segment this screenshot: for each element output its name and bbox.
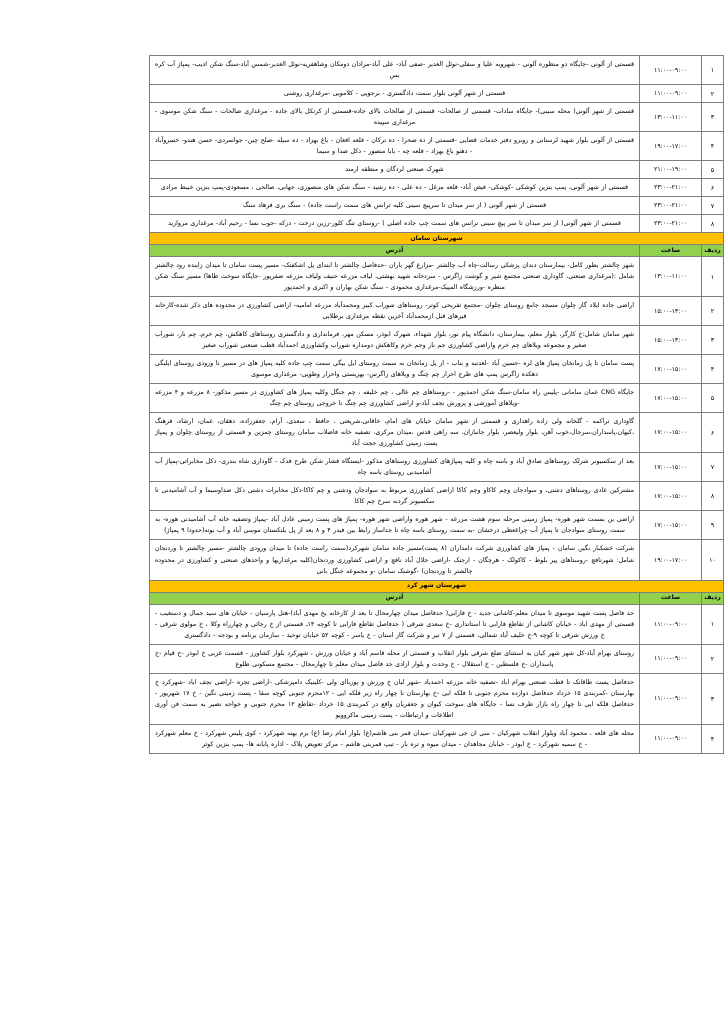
address-cell: شهر چالشتر بطور کامل- بیمارستان دندان پزشکی رسالت-چاه آب چالشتر -مزارع گهر باران -حدفاصل چالشتر تا ابتدای پل اشکفتک- مسیر پست سامان تا میدان زاینده رود چالشتر شامل :(مرغداری صنعتی، گاوداری صنعتی مجتمع شیر و گوشت زاگرس - سردخانه شهید بهشتی، لیاف مزرعه حنیف ولیاف مزرعه صفرپور -جایگاه سوخت طاها) مسیر سنگ شکن منظره -ورزشگاه المپیک-مرغداری محمودی - سنگ شکن بهاران و اکبری و احمدپور <box>150 257 640 297</box>
row-index-cell: ۸ <box>702 482 724 511</box>
table-row <box>150 161 724 179</box>
row-index-cell: ۹ <box>702 511 724 540</box>
table-row <box>150 257 724 297</box>
column-header-index: ردیف <box>702 245 724 257</box>
address-cell: شهر سامان شامل:خ کارگر، بلوار معلم، بیمارستان، دانشگاه پیام نور، بلوار شهداء، شهرک ابوذر، مسکن مهر، فرمانداری و دادگستری روستاهای کاهکش، چم خرم، چم نار، شوراب صغیر و مجموعه ویلاهای چم خرم واراضی کشاورزی جم نار وجم خرم وکاهکش دومداره شوراب وکشاورزی احمدآباد قطب صنعتی شوراب صغیر <box>150 326 640 355</box>
table-row <box>150 215 724 233</box>
address-cell: جایگاه CNG عمان سامانی -پلیس راه سامان-سنگ شکن احمدپور - -روستاهای چم عالی ، چم خلیفه ، چم جنگل وکلیه پمپاژ های کشاورزی در مسیر مذکور- ۸ مزرعه و ۴ مزرعه -ویلاهای آموزشی و پرورش نجف آباد-و اراضی کشاورزی چم چنگ تا خروجی روستای چم چنگ <box>150 384 640 413</box>
row-index-cell: ۴ <box>702 355 724 384</box>
address-cell: قسمتی از شهر آلونی( محله سینی)- جایگاه سادات- قسمتی از صالحات- قسمتی از صالحات بالای جاده-قسمتی از کرتکل بالای جاده - مرغداری صالحات - سنگ شکن موسوی - مرغداری سپیده <box>150 103 640 132</box>
row-index-cell: ۲ <box>702 644 724 673</box>
row-index-cell: ۱ <box>702 604 724 644</box>
address-cell: شرکت خشکبار نگین سامان - پمپاژ های کشاورزی شرکت دامداران (۸ پست)مسیر جاده سامان شهرکرد(سمت راست جاده) تا میدان ورودی چالشتر -مسیر چالشتر تا وردنجان شامل: شهرنافچ -روستاهای پیر بلوط - کاکولک - هرچگان - ارجنک -اراضی جلال آباد نافچ و اراضی کشاورزی وردنجان(کلیه مرغداریها و واحدهای صنعتی و کشاورزی در محدوده چالشتر تا وردنجان) -گوشتک سامان -و مجموعه جنگل بانی <box>150 540 640 580</box>
table-row <box>150 453 724 482</box>
outage-time-cell: ۱۹:۰۰-۱۷:۰۰ <box>640 540 702 580</box>
table-row <box>150 197 724 215</box>
address-cell: حد فاصل پست شهید موسوی تا میدان معلم-کاشانی جدید - خ فارابی( حدفاصل میدان چهارمحال تا بعد از کارخانه یخ مهدی آباد)-هتل پارسیان - خیابان های سید جمال و دستغیب - قسمتی از مهدی اباد - خیابان کاشانی از تقاطع فارابی تا استانداری -خ سعدی شرقی ( حدفاصل تقاطع فارابی تا کوچه ۱۴ـ قسمتی از خ رجائی و چهارراه وکلا ، خ مولوی شرقی - خ ورزش شرقی تا کوچه ۹-خ خلیف آباد شمالی، قسمتی از ۷ تیر و شرکت گاز استان - خ یاسر - کوچه ۵۲ خیابان توحید - سازمان برنامه و بودجه - دادگستری <box>150 604 640 644</box>
address-cell: محله های قلعه ، محمود آباد وبلوار انقلاب شهرکیان - سی ان جی شهرکیان -میدان قمر بنی هاشم(ع) بلوار امام رضا (ع) برم یهنه شهرکرد - کوی پلیس شهرکرد - خ معلم شهرکرد - خ سمیه شهرکرد - خ ابوذر - خیابان مجاهدان - میدان میوه و تره بار - تیپ قمربنی هاشم - مرکز تعویض پلاک - اداره پایانه ها- پمپ بنزین کوثر <box>150 724 640 753</box>
outage-time-cell: ۱۷:۰۰-۱۵:۰۰ <box>640 355 702 384</box>
address-cell: قسمتی از شهر آلونی( از سر میدان تا سر پیچ سینی ترانس های سمت چپ جاده اصلی ) -روستای تنگ کلور-زرین درخت - درکه -جوب نسا - رحیم آباد- مرغداری مروارید <box>150 215 640 233</box>
outage-time-cell: ۱۷:۰۰-۱۵:۰۰ <box>640 413 702 453</box>
outage-time-cell: ۱۳:۰۰-۱۱:۰۰ <box>640 103 702 132</box>
address-cell: قسمتی از شهر آلونی بلوار سمت دادگستری - برجویی - کلامویی -مرغداری روشنی <box>150 85 640 103</box>
row-index-cell: ۶ <box>702 179 724 197</box>
address-cell: اراضی بن بسمت شهر هوره- پمپاژ زمینی مرحله سوم هشت مزرعه - شهر هوره واراضی شهر هوره- پمپاژ های پست زمینی عادل آباد -پمپاژ وتصفیه خانه آب آشامیدنی هوره- به سمت روستای سوادجان تا پمپاژ آب چراغعظی درخشان -به سمت روستای باسه چاه تا جداساز رابط بین فیدر ۴ و ۸ بعد از پل بلنکستان موسی آباد و آب بوته(حدودا ۹ پمپاژ) <box>150 511 640 540</box>
row-index-cell: ۲ <box>702 297 724 326</box>
outage-time-cell: ۱۱:۰۰-۰۹:۰۰ <box>640 85 702 103</box>
outage-time-cell: ۱۷:۰۰-۱۵:۰۰ <box>640 384 702 413</box>
row-index-cell: ۳ <box>702 673 724 724</box>
outage-time-cell: ۱۵:۰۰-۱۳:۰۰ <box>640 326 702 355</box>
table-row <box>150 540 724 580</box>
table-row <box>150 56 724 85</box>
column-header-hour: ساعت <box>640 592 702 604</box>
address-cell: قسمتی از شهر آلونی ( از سر میدان تا سرپیچ سینی کلیه ترانس های سمت راست جاده) - سنگ بری فرهاد سنگ <box>150 197 640 215</box>
section-title-row <box>150 233 724 245</box>
address-cell: شهرک صنعتی لردگان و منطقه ارمند <box>150 161 640 179</box>
table-row <box>150 724 724 753</box>
outage-time-cell: ۱۱:۰۰-۰۹:۰۰ <box>640 604 702 644</box>
table-row <box>150 384 724 413</box>
row-index-cell: ۵ <box>702 384 724 413</box>
row-index-cell: ۸ <box>702 215 724 233</box>
row-index-cell: ۱ <box>702 56 724 85</box>
column-header-hour: ساعت <box>640 245 702 257</box>
row-index-cell: ۷ <box>702 453 724 482</box>
outage-time-cell: ۱۱:۰۰-۰۹:۰۰ <box>640 56 702 85</box>
row-index-cell: ۵ <box>702 161 724 179</box>
section-title: شهرستان سامان <box>150 233 724 245</box>
outage-time-cell: ۱۵:۰۰-۱۳:۰۰ <box>640 297 702 326</box>
outage-time-cell: ۲۱:۰۰-۱۹:۰۰ <box>640 161 702 179</box>
address-cell: قسمتی از آلونی بلوار شهید لرستانی و روبرو دفتر خدمات قضایی -قسمتی از ده صحرا - ده ترکان - قلعه افغان - باغ بهزاد - ده سیله -صلح چین- جوانمردی- حسن هندو- خسروآباد - دهنو باغ بهزاد - قلعه چه - بابا منصور - دکل صدا و سیما <box>150 132 640 161</box>
outage-time-cell: ۱۹:۰۰-۱۷:۰۰ <box>640 132 702 161</box>
row-index-cell: ۱ <box>702 257 724 297</box>
table-row <box>150 482 724 511</box>
address-cell: مشترکین عادی روستاهای دشتی، و سوادجان وچم کاکاو وچم کاکا اراضی کشاورزی مربوط به سوادجان ودشتی و چم کاکا-دکل مخابرات دشتی دکل صداوسیما و آب آشامیدنی تا سکسیونر گردنه سرخ چم کاکا <box>150 482 640 511</box>
address-cell: اراضی جاده ایلاد گاز چلوان مسجد جامع روستای چلوان -مجتمع تفریحی کوثر- روستاهای شوراب کبیر ومحمدآباد مزرعه امامیه- اراضی کشاورزی در محدوده های ذکر شده-کارخانه قیرهای قبل ازمحمدآباد آخرین نقطه مرغداری برطلایی <box>150 297 640 326</box>
outage-time-cell: ۲۳:۰۰-۲۱:۰۰ <box>640 215 702 233</box>
outage-time-cell: ۱۱:۰۰-۰۹:۰۰ <box>640 673 702 724</box>
address-cell: قسمتی از آلونی -جایگاه دو منظوره آلونی - شهرویه علیا و سفلی-نوئل الغدیر -صفی آباد- علی آباد-مرادان دومکان وشاهفریه-نوئل الغدیر-شمس آباد-سنگ شکن ادیب- پمپاژ آب کره بس <box>150 56 640 85</box>
table-row <box>150 673 724 724</box>
outage-time-cell: ۱۳:۰۰-۱۱:۰۰ <box>640 257 702 297</box>
column-header-index: ردیف <box>702 592 724 604</box>
address-cell: بعد از سکسیونر شرلک روستاهای صادق آباد و باسه چاه و کلیه پمپاژهای کشاورزی روستاهای مذکور -ایستگاه فشار شکن طرح فدک - گاوداری شاه بندری- دکل مخابراتی-پمپاژ آب آشامیدنی روستای باسه چاه <box>150 453 640 482</box>
column-header-address: آدرس <box>150 245 640 257</box>
section-title-row <box>150 580 724 592</box>
table-row <box>150 413 724 453</box>
table-row <box>150 355 724 384</box>
outage-time-cell: ۱۱:۰۰-۰۹:۰۰ <box>640 644 702 673</box>
row-index-cell: ۴ <box>702 724 724 753</box>
address-cell: پست سامان تا پل زمانخان پمپاژ های لره -حسین آباد -لغدنبه و بناب - از پل زمانخان به سمت روستای ایل بیگی سمت چپ جاده کلیه پمپاژ های در مسیر تا ورودی روستای ایلبگی دهکده زاگرس پمپ های طرح احرار چم چنگ و ویلاهای زاگرس- بهزیستی واحرار وطویی- مرغداری موسوی <box>150 355 640 384</box>
outage-schedule-table <box>149 55 724 754</box>
outage-time-cell: ۲۳:۰۰-۲۱:۰۰ <box>640 197 702 215</box>
outage-time-cell: ۱۷:۰۰-۱۵:۰۰ <box>640 482 702 511</box>
row-index-cell: ۲ <box>702 85 724 103</box>
outage-time-cell: ۲۳:۰۰-۲۱:۰۰ <box>640 179 702 197</box>
row-index-cell: ۱۰ <box>702 540 724 580</box>
outage-time-cell: ۱۱:۰۰-۰۹:۰۰ <box>640 724 702 753</box>
table-row <box>150 103 724 132</box>
column-header-row <box>150 245 724 257</box>
outage-time-cell: ۱۷:۰۰-۱۵:۰۰ <box>640 511 702 540</box>
table-row <box>150 297 724 326</box>
outage-time-cell: ۱۷:۰۰-۱۵:۰۰ <box>640 453 702 482</box>
address-cell: روستای بهرام آباد-کل شهر شهر کیان به استثنای ضلع شرقی بلوار انقلاب و قسمتی از محله قاسم آباد و خیابان ورزش ، شهرکرد بلوار کشاورز - قسمت غربی خ ابوذر -خ قیام -خ پاسداران -خ فلسطین - خ استقلال - خ وحدت و بلوار ازادی حد فاصل میدان معلم تا چهارمحال - مجتمع مسکونی طلوع <box>150 644 640 673</box>
table-row <box>150 132 724 161</box>
row-index-cell: ۶ <box>702 413 724 453</box>
section-title: شهرستان شهر کرد <box>150 580 724 592</box>
row-index-cell: ۴ <box>702 132 724 161</box>
row-index-cell: ۷ <box>702 197 724 215</box>
table-row <box>150 644 724 673</box>
column-header-address: آدرس <box>150 592 640 604</box>
table-row <box>150 85 724 103</box>
row-index-cell: ۳ <box>702 326 724 355</box>
table-row <box>150 604 724 644</box>
table-row <box>150 179 724 197</box>
row-index-cell: ۳ <box>702 103 724 132</box>
column-header-row <box>150 592 724 604</box>
table-row <box>150 326 724 355</box>
address-cell: گاوداری تراکمه - گلخانه ولی زاده راهداری و قسمتی از شهر سامان خیابان های امام، خاقانی،شریعتی ، حافظ ، سعدی، آرام، جعفرزاده، دهقان، عمان، ارشاد، فرهنگ ،کیهان،پاسداران،سرجال،خوب آهن، بلوار ولیعصر، بلوار جانبازان، سه راهی قدس ،میدان مرکزی، تصفیه خانه فاضلاب سامان روستای چمزین و قسمتی از روستای چلوان و پمپاژ پست زمینی کشاورزی حجت آباد <box>150 413 640 453</box>
table-row <box>150 511 724 540</box>
address-cell: قسمتی از شهر آلونی، پمپ بنزین کوشکی -کوشکی- فیض آباد- قلعه مزغل - ده علی - ده رشید - سنگ شکن های منصوری، جهانی، صالحی ، مسعودی-پمپ بنزین خیبط مرادی <box>150 179 640 197</box>
address-cell: حدفاصل پست طاقانک تا قطب صنعتی بهرام اباد -تصفیه خانه مزرعه احمدباد -شهر لبان خ ورزش و پورباای ولی -کلینیک دامپزشکی -اراضی تجره -اراضی نجف اباد -شهرکرد خ بهارستان -کمربندی ۱۵ خرداد حدفاصل دوازده محرم جنوبی تا فلکه ایی -خ بهارستان تا چهار راه زیر فلکه ایی - ۱۲محرم جنوبی کوچه سقا - پست زمینی نگین - خ ۱۷ شهریور - حدفاصل فلکه ایی تا چهار راه بازار طرف نسا - جایگاه های سوخت کیوان و جعفریان واقع در کمربندی ۱۵ خرداد -تقاطع ۱۲ محرم جنوبی و خواجه نصیر به سمت فن آوری اطلاعات و ارتباطات - پست زمینی ماکروویو <box>150 673 640 724</box>
